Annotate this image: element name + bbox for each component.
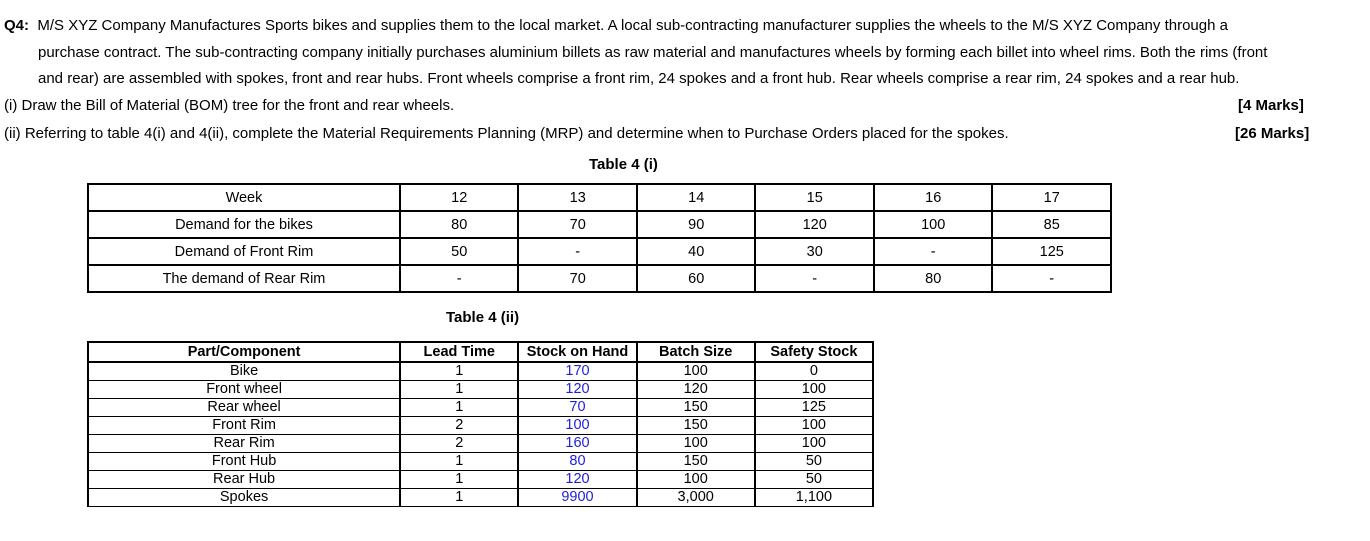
table2-part-name-cell: Rear Rim bbox=[88, 435, 400, 453]
table2-safety-stock-cell: 50 bbox=[755, 471, 873, 489]
table1-row-label: Week bbox=[88, 184, 400, 211]
table2-stock-on-hand-cell: 120 bbox=[518, 471, 636, 489]
part-i-marks: [4 Marks] bbox=[1238, 97, 1304, 114]
table1-row-label: Demand of Front Rim bbox=[88, 238, 400, 265]
table1-row bbox=[88, 211, 1111, 238]
table2-safety-stock-cell: 0 bbox=[755, 362, 873, 381]
table1-cell: 80 bbox=[874, 265, 993, 292]
table2-caption: Table 4 (ii) bbox=[446, 309, 520, 326]
table2-stock-on-hand-cell: 160 bbox=[518, 435, 636, 453]
table2-row bbox=[88, 362, 873, 381]
table2-row bbox=[88, 399, 873, 417]
question-label: Q4 bbox=[4, 17, 25, 34]
table2-safety-stock-cell: 50 bbox=[755, 453, 873, 471]
header-part-component: Part/Component bbox=[88, 342, 400, 362]
header-safety-stock: Safety Stock bbox=[755, 342, 873, 362]
table1-cell: 85 bbox=[992, 211, 1111, 238]
table2-row bbox=[88, 417, 873, 435]
table2-lead-time-cell: 1 bbox=[400, 489, 518, 507]
table2-part-name-cell: Spokes bbox=[88, 489, 400, 507]
part-ii-marks: [26 Marks] bbox=[1235, 125, 1310, 142]
table2-part-name-cell: Rear wheel bbox=[88, 399, 400, 417]
table1-cell: 60 bbox=[637, 265, 756, 292]
table1-cell: 15 bbox=[755, 184, 874, 211]
table1-cell: 70 bbox=[518, 211, 637, 238]
table2-batch-size-cell: 150 bbox=[637, 417, 755, 435]
table2-lead-time-cell: 1 bbox=[400, 362, 518, 381]
table1-row bbox=[88, 265, 1111, 292]
table1-cell: 125 bbox=[992, 238, 1111, 265]
table2-part-name-cell: Front wheel bbox=[88, 381, 400, 399]
table1-row bbox=[88, 238, 1111, 265]
table1-cell: 13 bbox=[518, 184, 637, 211]
table1-cell: - bbox=[874, 238, 993, 265]
table2-safety-stock-cell: 1,100 bbox=[755, 489, 873, 507]
question-line-1: Q4: M/S XYZ Company Manufactures Sports bikes and supplies them to the local market. A local sub-contracting manufacturer supplies the wheels to the M/S XYZ Company through a bbox=[4, 17, 1228, 34]
table1-cell: 17 bbox=[992, 184, 1111, 211]
table1-cell: - bbox=[518, 238, 637, 265]
question-line-2: purchase contract. The sub-contracting company initially purchases aluminium billets as raw material and manufactures wheels by forming each billet into wheel rims. Both the rims (front bbox=[38, 44, 1268, 61]
table2-row bbox=[88, 489, 873, 507]
table2-row bbox=[88, 471, 873, 489]
table1-caption: Table 4 (i) bbox=[589, 156, 658, 173]
table2-part-name-cell: Bike bbox=[88, 362, 400, 381]
table1-cell: 30 bbox=[755, 238, 874, 265]
table1-cell: - bbox=[992, 265, 1111, 292]
table1-cell: - bbox=[755, 265, 874, 292]
table1-cell: 16 bbox=[874, 184, 993, 211]
table2-row bbox=[88, 453, 873, 471]
table2-part-name-cell: Front Hub bbox=[88, 453, 400, 471]
table2-batch-size-cell: 120 bbox=[637, 381, 755, 399]
table-4-i bbox=[87, 183, 1112, 293]
table2-header-row bbox=[88, 342, 873, 362]
table2-stock-on-hand-cell: 100 bbox=[518, 417, 636, 435]
table1-cell: 40 bbox=[637, 238, 756, 265]
table2-stock-on-hand-cell: 80 bbox=[518, 453, 636, 471]
table2-stock-on-hand-cell: 170 bbox=[518, 362, 636, 381]
part-ii-text: (ii) Referring to table 4(i) and 4(ii), complete the Material Requirements Planning (MRP) and determine when to Purchase Orders placed for the spokes. bbox=[4, 125, 1009, 142]
table2-safety-stock-cell: 100 bbox=[755, 417, 873, 435]
table2-safety-stock-cell: 125 bbox=[755, 399, 873, 417]
table1-cell: 70 bbox=[518, 265, 637, 292]
table2-stock-on-hand-cell: 9900 bbox=[518, 489, 636, 507]
part-i-text: (i) Draw the Bill of Material (BOM) tree for the front and rear wheels. bbox=[4, 97, 455, 114]
question-text-1: M/S XYZ Company Manufactures Sports bikes and supplies them to the local market. A local sub-contracting manufacturer supplies the wheels to the M/S XYZ Company through a bbox=[37, 17, 1228, 34]
table1-cell: 120 bbox=[755, 211, 874, 238]
table2-safety-stock-cell: 100 bbox=[755, 435, 873, 453]
table2-safety-stock-cell: 100 bbox=[755, 381, 873, 399]
table2-lead-time-cell: 1 bbox=[400, 381, 518, 399]
question-line-3: and rear) are assembled with spokes, front and rear hubs. Front wheels comprise a front rim, 24 spokes and a front hub. Rear wheels comprise a rear rim, 24 spokes and a rear hub. bbox=[38, 70, 1240, 87]
table2-batch-size-cell: 150 bbox=[637, 453, 755, 471]
table1-row bbox=[88, 184, 1111, 211]
table2-batch-size-cell: 100 bbox=[637, 362, 755, 381]
table1-row-label: Demand for the bikes bbox=[88, 211, 400, 238]
table2-lead-time-cell: 2 bbox=[400, 417, 518, 435]
header-lead-time: Lead Time bbox=[400, 342, 518, 362]
table1-cell: 12 bbox=[400, 184, 519, 211]
table2-row bbox=[88, 435, 873, 453]
table2-lead-time-cell: 1 bbox=[400, 399, 518, 417]
table2-part-name-cell: Rear Hub bbox=[88, 471, 400, 489]
table2-row bbox=[88, 381, 873, 399]
table2-batch-size-cell: 150 bbox=[637, 399, 755, 417]
table2-lead-time-cell: 1 bbox=[400, 471, 518, 489]
table2-batch-size-cell: 100 bbox=[637, 435, 755, 453]
table1-cell: 100 bbox=[874, 211, 993, 238]
table2-stock-on-hand-cell: 70 bbox=[518, 399, 636, 417]
table2-lead-time-cell: 2 bbox=[400, 435, 518, 453]
table2-stock-on-hand-cell: 120 bbox=[518, 381, 636, 399]
table1-cell: - bbox=[400, 265, 519, 292]
table1-cell: 50 bbox=[400, 238, 519, 265]
table2-lead-time-cell: 1 bbox=[400, 453, 518, 471]
header-batch-size: Batch Size bbox=[637, 342, 755, 362]
table2-batch-size-cell: 3,000 bbox=[637, 489, 755, 507]
table2-part-name-cell: Front Rim bbox=[88, 417, 400, 435]
header-stock-on-hand: Stock on Hand bbox=[518, 342, 636, 362]
table2-batch-size-cell: 100 bbox=[637, 471, 755, 489]
table-4-ii bbox=[87, 341, 874, 507]
table1-cell: 14 bbox=[637, 184, 756, 211]
table1-row-label: The demand of Rear Rim bbox=[88, 265, 400, 292]
table1-cell: 90 bbox=[637, 211, 756, 238]
table1-cell: 80 bbox=[400, 211, 519, 238]
